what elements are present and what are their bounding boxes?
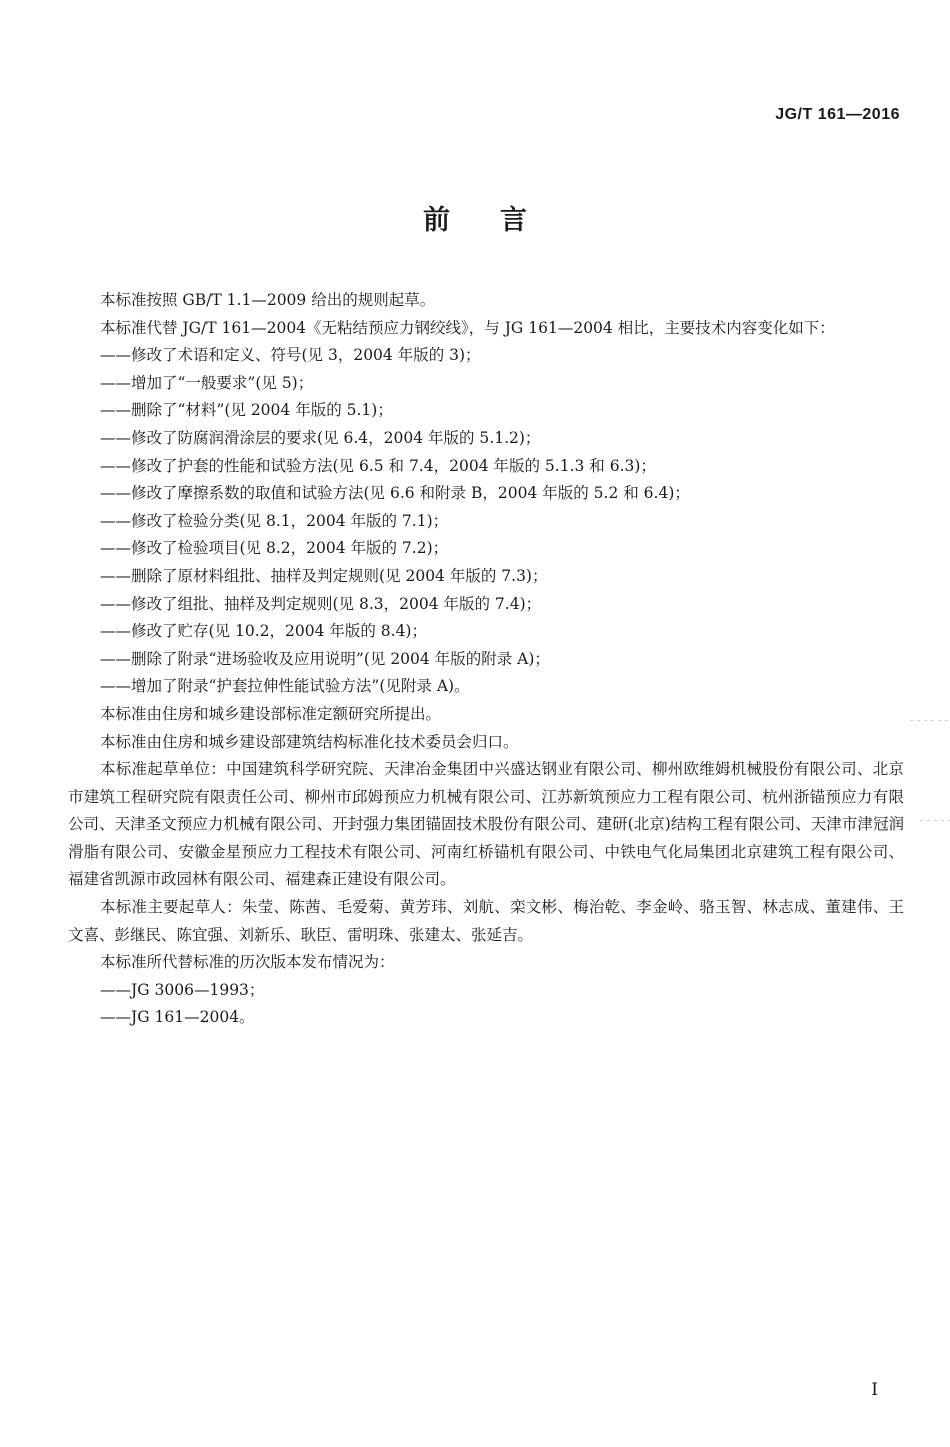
list-item-history: ——JG 161—2004。 (100, 1008, 255, 1027)
scan-artifact-line (920, 820, 950, 821)
list-item-change: ——修改了检验分类(见 8.1，2004 年版的 7.1)； (100, 511, 449, 530)
list-item-history: ——JG 3006—1993； (100, 980, 265, 999)
paragraph-drafters: 本标准主要起草人：朱莹、陈茜、毛爱菊、黄芳玮、刘航、栾文彬、梅治乾、李金岭、骆玉智、林志成、董建伟、王文喜、彭继民、陈宜强、刘新乐、耿臣、雷明珠、张建太、张延吉。 (68, 898, 904, 944)
list-item-change: ——增加了附录“护套拉伸性能试验方法”(见附录 A)。 (100, 677, 470, 696)
paragraph-administrator: 本标准由住房和城乡建设部建筑结构标准化技术委员会归口。 (100, 732, 519, 751)
list-item-change: ——删除了原材料组批、抽样及判定规则(见 2004 年版的 7.3)； (100, 566, 548, 585)
list-item-change: ——修改了护套的性能和试验方法(见 6.5 和 7.4，2004 年版的 5.1.3 和 6.3)； (100, 456, 656, 475)
page-title: 前言 (423, 205, 577, 236)
list-item-change: ——修改了检验项目(见 8.2，2004 年版的 7.2)； (100, 539, 449, 558)
scan-artifact-line (910, 720, 950, 721)
document-body (68, 287, 904, 1032)
list-item-change: ——修改了术语和定义、符号(见 3，2004 年版的 3)； (100, 346, 481, 365)
paragraph-drafting-rules: 本标准按照 GB/T 1.1—2009 给出的规则起草。 (100, 291, 436, 309)
list-item-change: ——修改了组批、抽样及判定规则(见 8.3，2004 年版的 7.4)； (100, 594, 542, 613)
page-number: I (871, 1380, 878, 1400)
standard-code: JG/T 161—2016 (775, 106, 900, 123)
list-item-change: ——修改了摩擦系数的取值和试验方法(见 6.6 和附录 B，2004 年版的 5.2 和 6.4)； (100, 484, 690, 503)
paragraph-replacement: 本标准代替 JG/T 161—2004《无粘结预应力钢绞线》，与 JG 161—2004 相比，主要技术内容变化如下： (100, 318, 835, 337)
list-item-change: ——删除了附录“进场验收及应用说明”(见 2004 年版的附录 A)； (100, 649, 550, 668)
list-item-change: ——删除了“材料”(见 2004 年版的 5.1)； (100, 401, 393, 420)
paragraph-proposer: 本标准由住房和城乡建设部标准定额研究所提出。 (100, 704, 442, 723)
paragraph-drafting-units: 本标准起草单位：中国建筑科学研究院、天津冶金集团中兴盛达钢业有限公司、柳州欧维姆机械股份有限公司、北京市建筑工程研究院有限责任公司、柳州市邱姆预应力机械有限公司、江苏新筑预应力工程有限公司、杭州浙锚预应力有限公司、天津圣文预应力机械有限公司、开封强力集团锚固技术股份有限公司、建研(北京)结构工程有限公司、天津市津冠润滑脂有限公司、安徽金星预应力工程技术有限公司、河南红桥锚机有限公司、中铁电气化局集团北京建筑工程有限公司、福建省凯源市政园林有限公司、福建森正建设有限公司。 (68, 760, 904, 889)
list-item-change: ——增加了“一般要求”(见 5)； (100, 373, 314, 392)
paragraph-history-intro: 本标准所代替标准的历次版本发布情况为： (100, 953, 395, 972)
list-item-change: ——修改了贮存(见 10.2，2004 年版的 8.4)； (100, 622, 427, 641)
list-item-change: ——修改了防腐润滑涂层的要求(见 6.4，2004 年版的 5.1.2)； (100, 428, 541, 447)
